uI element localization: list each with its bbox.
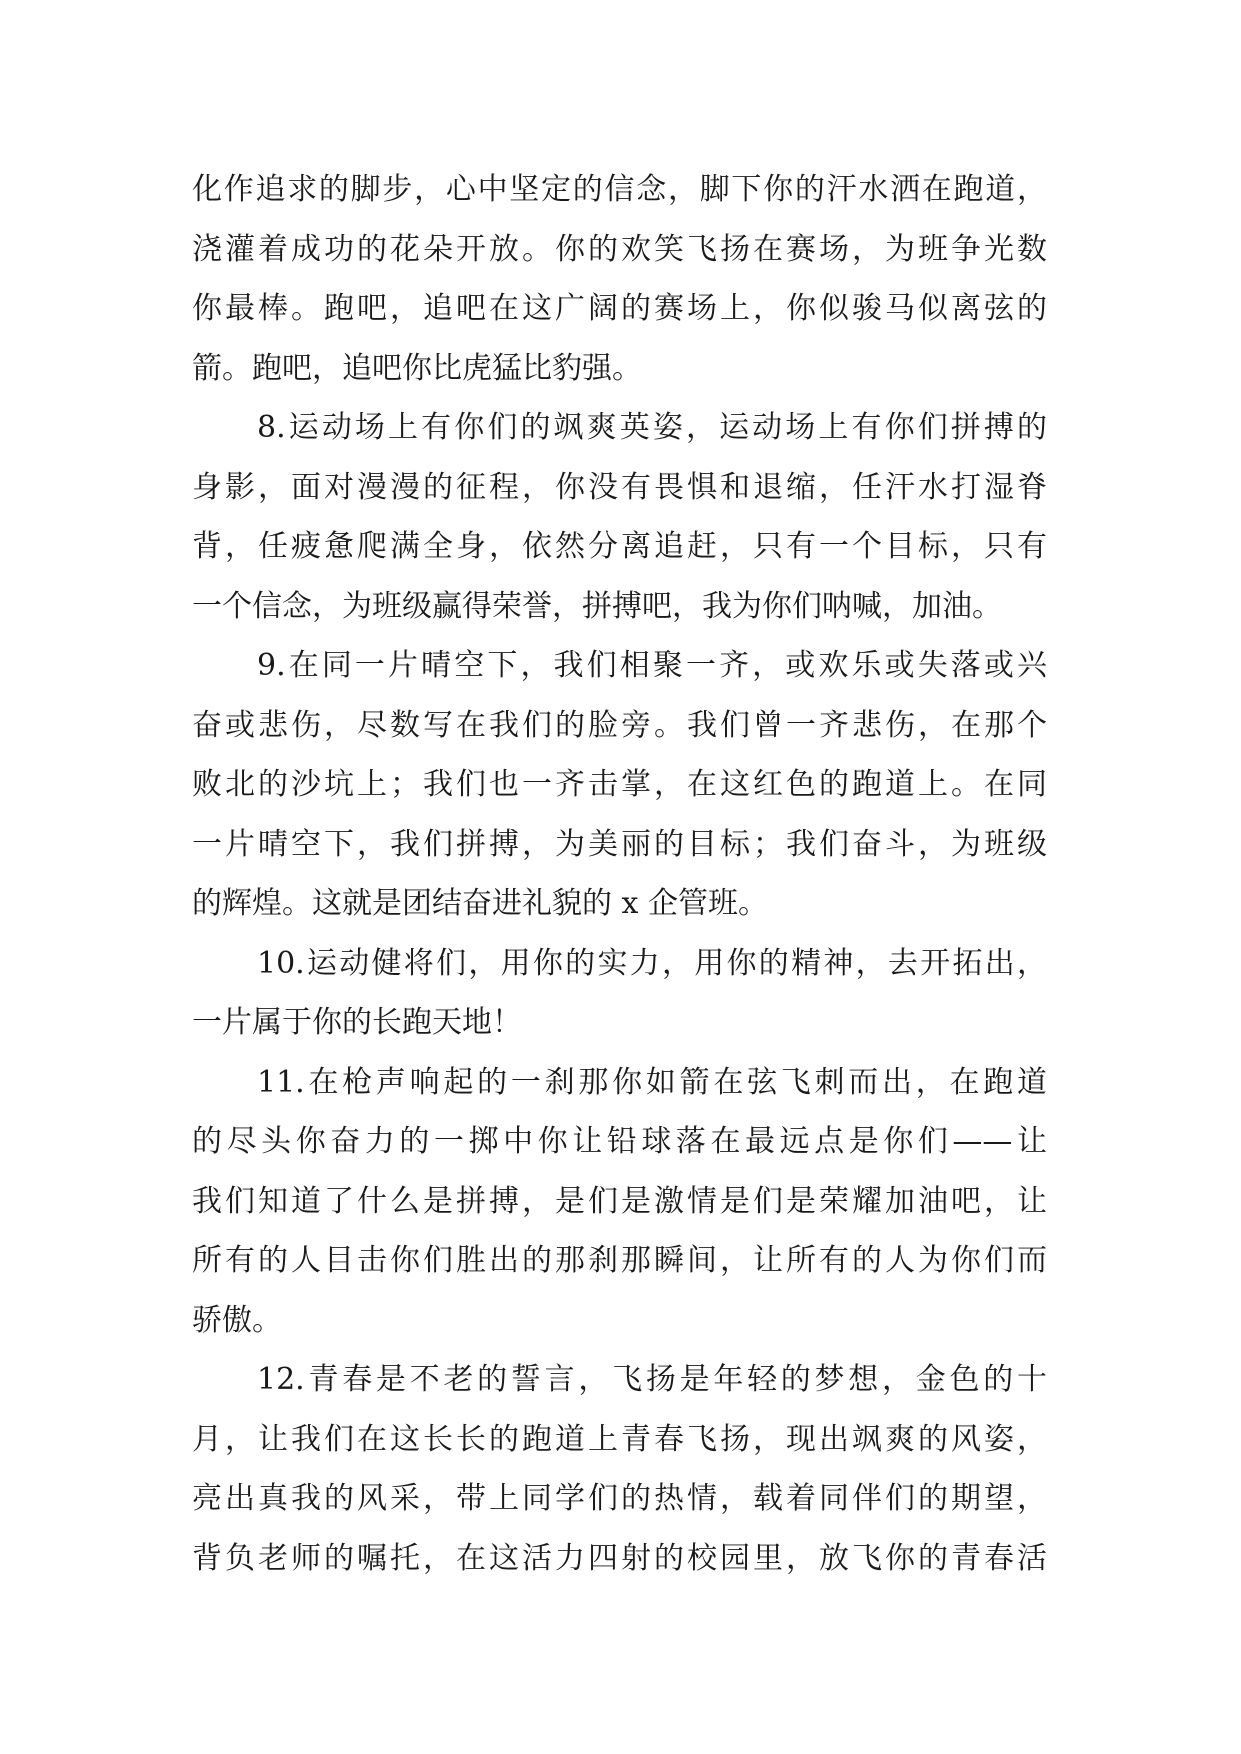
text-line: 箭。跑吧，追吧你比虎猛比豹强。: [192, 350, 642, 386]
text-line: 化作追求的脚步，心中坚定的信念，脚下你的汗水洒在跑道，: [192, 172, 1047, 207]
text-line: 9.在同一片晴空下，我们相聚一齐，或欢乐或失落或兴: [257, 648, 1047, 683]
text-line: 浇灌着成功的花朵开放。你的欢笑飞扬在赛场，为班争光数: [192, 231, 1047, 267]
text-line: 月，让我们在这长长的跑道上青春飞扬，现出飒爽的风姿，: [192, 1421, 1047, 1457]
text-line: 身影，面对漫漫的征程，你没有畏惧和退缩，任汗水打湿脊: [192, 469, 1047, 505]
text-line: 一片属于你的长跑天地！: [192, 1005, 522, 1040]
text-line: 一个信念，为班级赢得荣誉，拼搏吧，我为你们呐喊，加油。: [192, 588, 1002, 624]
text-line: 所有的人目击你们胜出的那刹那瞬间，让所有的人为你们而: [192, 1243, 1047, 1278]
text-line: 奋或悲伤，尽数写在我们的脸旁。我们曾一齐悲伤，在那个: [192, 707, 1047, 743]
text-line: 12.青春是不老的誓言，飞扬是年轻的梦想，金色的十: [257, 1362, 1047, 1397]
text-line: 一片晴空下，我们拼搏，为美丽的目标；我们奋斗，为班级: [192, 826, 1047, 862]
paragraph-11: [192, 1053, 1047, 1351]
document-body: [192, 160, 1047, 1588]
text-line: 的辉煌。这就是团结奋进礼貌的 x 企管班。: [192, 886, 768, 921]
text-line: 11.在枪声响起的一刹那你如箭在弦飞刺而出，在跑道: [257, 1064, 1047, 1100]
text-line: 亮出真我的风采，带上同学们的热情，载着同伴们的期望，: [192, 1481, 1047, 1516]
text-line: 8.运动场上有你们的飒爽英姿，运动场上有你们拼搏的: [257, 410, 1047, 445]
paragraph-10: [192, 934, 1047, 1053]
text-line: 骄傲。: [192, 1302, 282, 1338]
text-line: 我们知道了什么是拼搏，是们是激情是们是荣耀加油吧，让: [192, 1183, 1047, 1219]
text-line: 10.运动健将们，用你的实力，用你的精神，去开拓出，: [257, 945, 1047, 981]
text-line: 败北的沙坑上；我们也一齐击掌，在这红色的跑道上。在同: [192, 767, 1047, 802]
text-line: 背，任疲惫爬满全身，依然分离追赶，只有一个目标，只有: [192, 529, 1047, 564]
text-line: 的尽头你奋力的一掷中你让铅球落在最远点是你们——让: [192, 1124, 1047, 1159]
paragraph-12: [192, 1350, 1047, 1588]
paragraph-continuation: [192, 160, 1047, 398]
paragraph-8: [192, 398, 1047, 636]
paragraph-9: [192, 636, 1047, 934]
text-line: 背负老师的嘱托，在这活力四射的校园里，放飞你的青春活: [192, 1540, 1047, 1576]
text-line: 你最棒。跑吧，追吧在这广阔的赛场上，你似骏马似离弦的: [192, 291, 1047, 326]
